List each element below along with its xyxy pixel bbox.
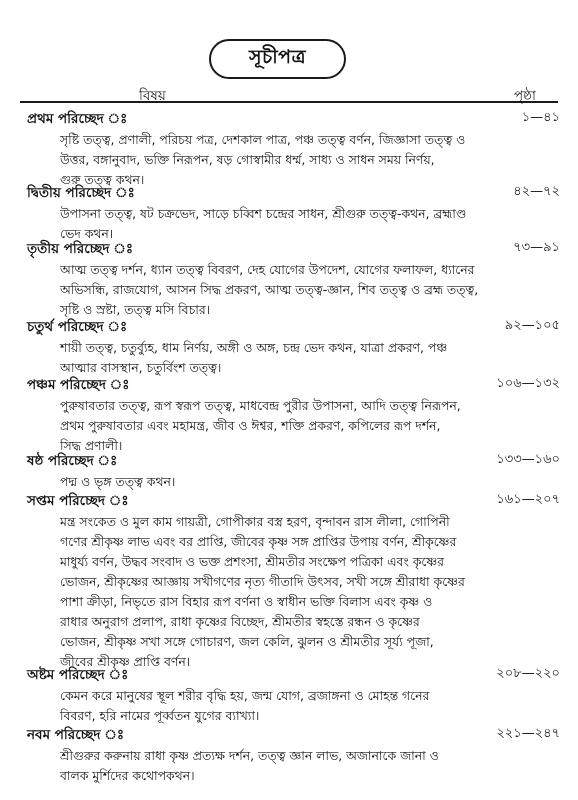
chapter-pages: ১০৬—১৩২ bbox=[496, 376, 560, 391]
page-title: সূচীপত্র bbox=[248, 46, 307, 68]
header-divider bbox=[20, 101, 558, 103]
title-box bbox=[209, 39, 346, 79]
chapter-topics: উপাসনা তত্ত্ব, ষট চক্রভেদ, সাড়ে চব্বিশ চন্দ্রের সাধন, শ্রীগুরু তত্ত্ব-কথন, ব্রহ্মাণ্ড ভেদ কথন। bbox=[60, 206, 467, 241]
chapter-topics: পুরুষাবতার তত্ত্ব, রূপ স্বরূপ তত্ত্ব, মাধবেন্দ্র পুরীর উপাসনা, আদি তত্ত্ব নিরূপন, প্রথম পুরুষাবতার এবং মহামন্ত্র, জীব ও ঈশ্বর, শক্তি প্রকরণ, কপিলের রূপ দর্শন, সিদ্ধ প্রণালী। bbox=[60, 398, 461, 453]
chapter-topics: মন্ত্র সংকেত ও মুল কাম গায়ত্রী, গোপীকার বস্ত্র হরণ, বৃন্দাবন রাস লীলা, গোপিনী গণের শ্রীকৃষ্ণ লাভ এবং বর প্রাপ্তি, জীবের কৃষ্ণ সঙ্গ প্রাপ্তির উপায় বর্ণন, শ্রীকৃষ্ণের মাধুর্য্য বর্ণন, উদ্ধব সংবাদ ও ভক্ত প্রশংসা, শ্রীমতীর সংক্ষেপ পত্রিকা এবং কৃষ্ণের ভোজন, শ্রীকৃষ্ণের আজ্ঞায় সখীগণের নৃত্য গীতাদি উৎসব, সখী সঙ্গে শ্রীরাধা কৃষ্ণের পাশা ক্রীড়া, নিভৃতে রাস বিহার রূপ বর্ণনা ও স্বাধীন ভক্তি বিলাস এবং কৃষ্ণ ও রাধার অনুরাগ প্রলাপ, রাধা কৃষ্ণের বিচ্ছেদ, শ্রীমতীর স্বহস্তে রন্ধন ও কৃষ্ণের ভোজন, শ্রীকৃষ্ণ সখা সঙ্গে গোচারণ, জল কেলি, ঝুলন ও শ্রীমতীর সূর্য্য পূজা, জীবের শ্রীকৃষ্ণ প্রাপ্তি বর্ণন। bbox=[60, 514, 465, 669]
column-header-subject: বিষয় bbox=[139, 88, 166, 104]
chapter-topics: শ্রীগুরুর করুনায় রাধা কৃষ্ণ প্রত্যক্ষ দর্শন, তত্ত্ব জ্ঞান লাভ, অজানাকে জানা ও বালক মুর্শিদের কথোপকথন। bbox=[60, 748, 439, 783]
chapter-topics: সৃষ্টি তত্ত্ব, প্রণালী, পরিচয় পত্র, দেশকাল পাত্র, পঞ্চ তত্ত্ব বর্ণন, জিজ্ঞাসা তত্ত্ব ও উত্তর, বঙ্গানুবাদ, ভক্তি নিরূপন, ষড় গোস্বামীর ধর্ম্ম, সাধ্য ও সাধন সময় নির্ণয়, গুরু তত্ত্ব কথন। bbox=[60, 132, 466, 187]
chapter-title: ষষ্ঠ পরিচ্ছেদ ঃ bbox=[27, 453, 118, 469]
chapter-topics: পদ্ম ও ভৃঙ্গ তত্ত্ব কথন। bbox=[60, 474, 176, 489]
chapter-pages: ১৩৩—১৬০ bbox=[496, 452, 560, 467]
chapter-topics: শায়ী তত্ত্ব, চতুর্ব্যুহ, ধাম নির্ণয়, অঙ্গী ও অঙ্গ, চন্দ্র ভেদ কথন, যাত্রা প্রকরণ, পঞ্চ আত্মার বাসস্থান, চতুর্বিংশ তত্ত্ব। bbox=[60, 340, 448, 375]
chapter-title: সপ্তম পরিচ্ছেদ ঃ bbox=[27, 493, 129, 509]
chapter-title: দ্বিতীয় পরিচ্ছেদ ঃ bbox=[27, 185, 135, 201]
chapter-title: অষ্টম পরিচ্ছেদ ঃ bbox=[27, 667, 129, 683]
chapter-pages: ৯২—১০৫ bbox=[504, 318, 560, 333]
chapter-pages: ৪২—৭২ bbox=[513, 184, 560, 199]
chapter-title: চতুর্থ পরিচ্ছেদ ঃ bbox=[27, 319, 128, 335]
chapter-title: পঞ্চম পরিচ্ছেদ ঃ bbox=[27, 377, 130, 393]
chapter-title: তৃতীয় পরিচ্ছেদ ঃ bbox=[27, 241, 134, 257]
chapter-pages: ১৬১—২০৭ bbox=[496, 492, 560, 507]
chapter-topics: আত্ম তত্ত্ব দর্শন, ধ্যান তত্ত্ব বিবরণ, দেহ যোগের উপদেশ, যোগের ফলাফল, ধ্যানের অভিসন্ধি, রাজযোগ, আসন সিদ্ধ প্রকরণ, আত্ম তত্ত্ব-জ্ঞান, শিব তত্ত্ব ও ব্রহ্ম তত্ত্ব, সৃষ্টি ও স্রষ্টা, তত্ত্ব মসি বিচার। bbox=[60, 262, 479, 317]
chapter-title: নবম পরিচ্ছেদ ঃ bbox=[27, 727, 125, 743]
chapter-pages: ২০৮—২২০ bbox=[496, 666, 560, 681]
chapter-title: প্রথম পরিচ্ছেদ ঃ bbox=[27, 111, 128, 127]
chapter-pages: ১—৪১ bbox=[521, 110, 560, 125]
chapter-topics: কেমন করে মানুষের স্থূল শরীর বৃদ্ধি হয়, জন্ম যোগ, ব্রজাঙ্গনা ও মোহন্ত গনের বিবরণ, হরি নামের পূর্ব্বতন যুগের ব্যাখ্যা। bbox=[60, 688, 430, 723]
chapter-pages: ২২১—২৪৭ bbox=[496, 726, 560, 741]
chapter-pages: ৭৩—৯১ bbox=[513, 240, 560, 255]
column-header-page: পৃষ্ঠা bbox=[514, 88, 536, 104]
